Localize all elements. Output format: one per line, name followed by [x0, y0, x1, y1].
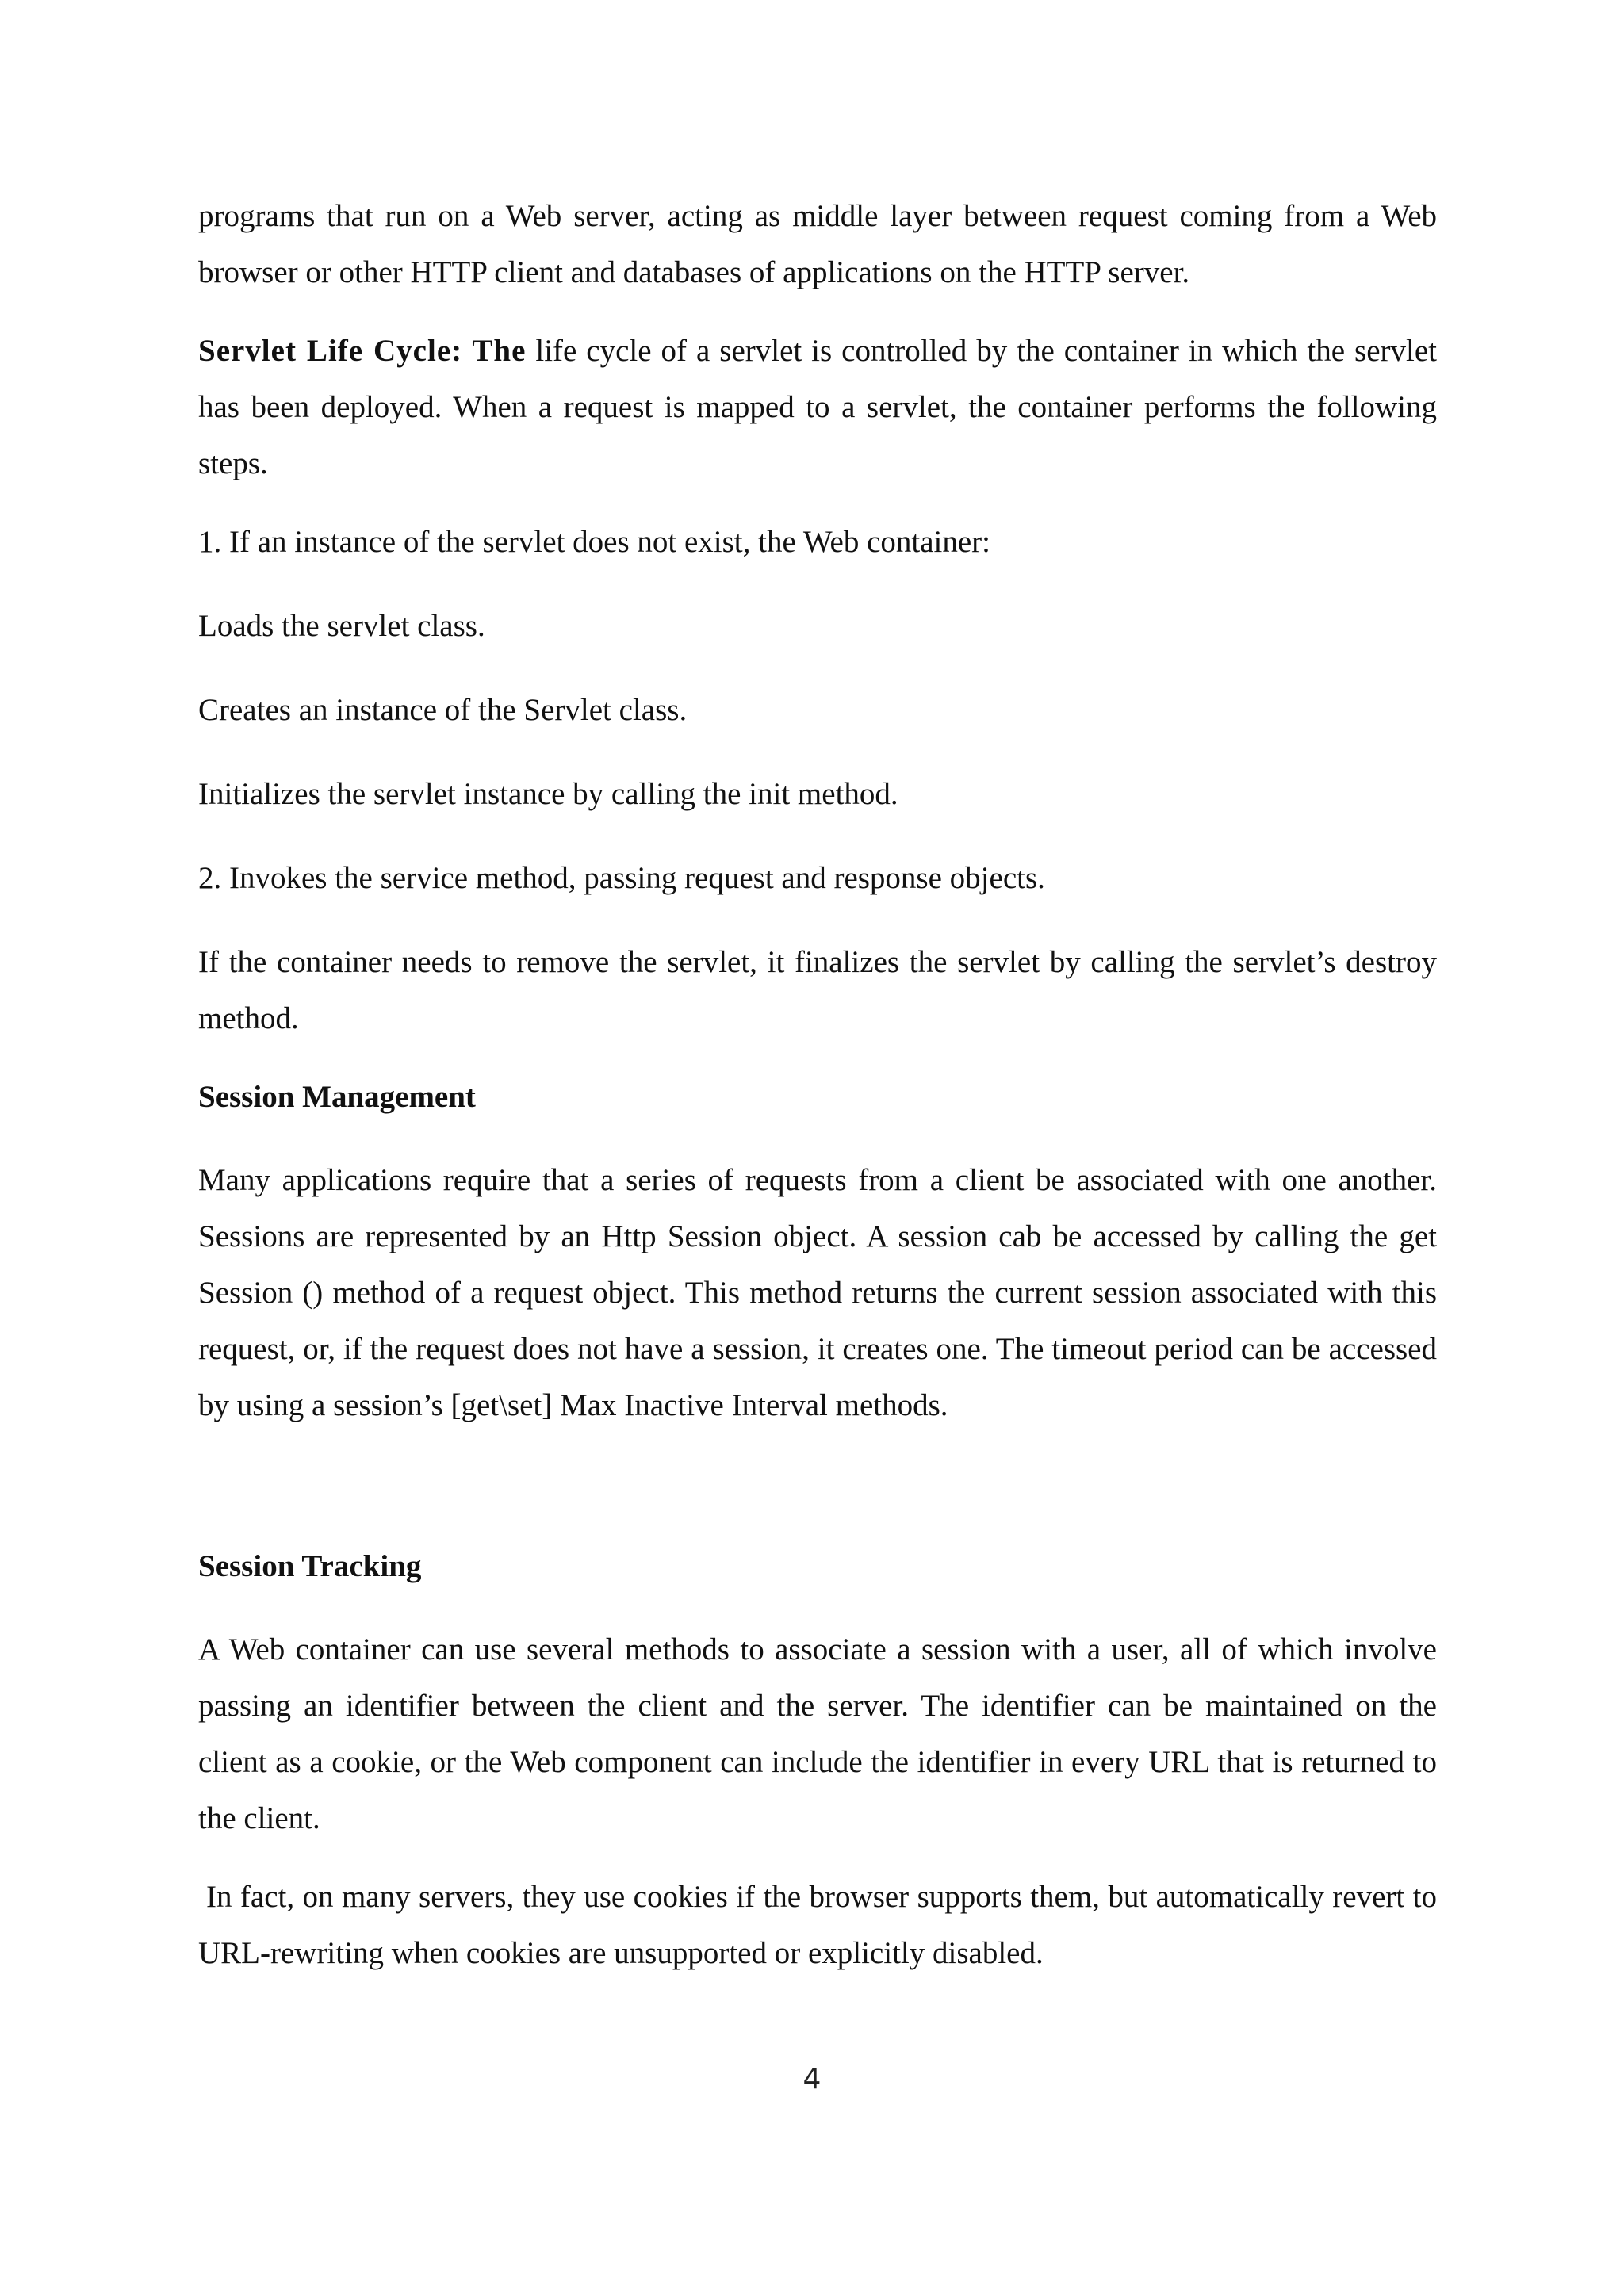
step-1: 1. If an instance of the servlet does not exist, the Web container: — [198, 525, 990, 559]
session-management-paragraph: Many applications require that a series of requests from a client be associated with one another. Sessions are represented by an Http Session object. A session cab be accessed by calling the get Session () method of a request object. This method returns the current session associated with this request, or, if the request does not have a session, it creates one. The timeout period can be accessed by using a session’s [get\set] Max Inactive Interval methods. — [198, 1163, 1437, 1422]
step-1-load: Loads the servlet class. — [198, 609, 485, 643]
lifecycle-description: life cycle of a servlet is controlled by the container in which the servlet has been deployed. When a request is mapped to a servlet, the container performs the following steps. — [198, 334, 1438, 480]
destroy-paragraph: If the container needs to remove the servlet, it finalizes the servlet by calling the servlet’s destroy method. — [198, 945, 1437, 1035]
step-2: 2. Invokes the service method, passing request and response objects. — [198, 861, 1045, 895]
lifecycle-title: Servlet Life Cycle: The — [198, 334, 527, 368]
page-content — [198, 188, 1437, 2003]
session-management-heading: Session Management — [198, 1080, 476, 1114]
session-tracking-paragraph-2: In fact, on many servers, they use cookies if the browser supports them, but automatically revert to URL-rewriting when cookies are unsupported or explicitly disabled. — [198, 1880, 1437, 1970]
intro-paragraph: programs that run on a Web server, acting as middle layer between request coming from a Web browser or other HTTP client and databases of applications on the HTTP server. — [198, 199, 1437, 289]
lifecycle-paragraph — [198, 323, 1437, 492]
step-1-create: Creates an instance of the Servlet class. — [198, 693, 688, 727]
page-number: 4 — [802, 2063, 822, 2095]
session-tracking-heading: Session Tracking — [198, 1549, 422, 1583]
step-1-init: Initializes the servlet instance by calling the init method. — [198, 777, 898, 811]
session-tracking-paragraph-1: A Web container can use several methods to associate a session with a user, all of which involve passing an identifier between the client and the server. The identifier can be maintained on the client as a cookie, or the Web component can include the identifier in every URL that is returned to the client. — [198, 1632, 1437, 1835]
section-spacer — [198, 1456, 1437, 1538]
